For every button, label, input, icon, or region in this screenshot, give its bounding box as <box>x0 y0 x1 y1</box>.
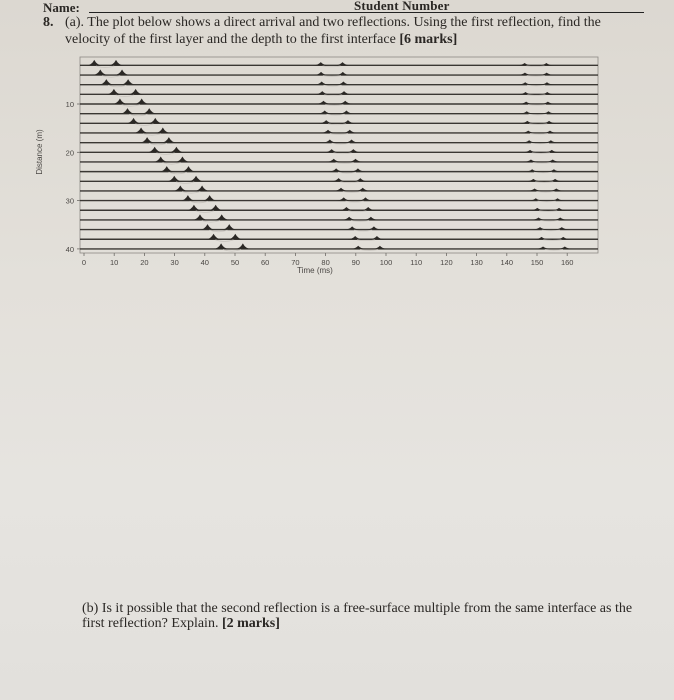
trace <box>80 166 598 174</box>
trace <box>80 205 598 213</box>
question-number: 8. <box>43 15 54 30</box>
wavelet-trough <box>328 124 346 125</box>
x-tick-label: 10 <box>110 258 119 267</box>
x-axis-label: Time (ms) <box>297 266 333 275</box>
trace <box>80 60 598 68</box>
wavelet-trough <box>323 66 341 67</box>
question-8b <box>82 601 642 631</box>
wavelet-peak <box>139 137 155 143</box>
x-tick-label: 20 <box>140 258 149 267</box>
trace <box>80 108 598 116</box>
wavelet-trough <box>182 192 200 194</box>
question-8a-marks: [6 marks] <box>399 32 458 47</box>
wavelet-trough <box>143 134 161 136</box>
wavelet-peak <box>166 176 182 182</box>
wavelet-peak <box>159 166 175 172</box>
trace <box>80 99 598 107</box>
wavelet-trough <box>357 240 375 241</box>
wavelet-trough <box>343 192 361 193</box>
wavelet-peak <box>186 205 202 211</box>
x-tick-label: 80 <box>321 258 330 267</box>
x-tick-label: 160 <box>560 258 574 267</box>
wavelet-peak <box>147 147 163 153</box>
trace <box>80 176 598 184</box>
wavelet-peak <box>86 60 102 66</box>
wavelet-trough <box>129 114 147 116</box>
wavelet-peak <box>168 147 184 153</box>
trace <box>80 195 598 203</box>
wavelet-trough <box>102 76 120 78</box>
wavelet-peak <box>213 243 229 249</box>
name-label: Name: <box>43 0 80 15</box>
x-tick-label: 140 <box>500 258 514 267</box>
trace <box>80 147 598 155</box>
wavelet-peak <box>192 214 208 220</box>
wavelet-peak <box>114 70 130 76</box>
wavelet-peak <box>174 156 190 162</box>
trace <box>80 89 598 97</box>
wavelet-trough <box>336 163 354 164</box>
wavelet-trough <box>122 105 140 107</box>
wavelet-peak <box>208 205 224 211</box>
wavelet-trough <box>324 95 342 96</box>
wavelet-trough <box>190 201 208 203</box>
wavelet-peak <box>202 195 218 201</box>
wavelet-trough <box>96 66 114 68</box>
wavelet-peak <box>98 79 114 85</box>
wavelet-trough <box>176 182 194 184</box>
trace <box>80 214 598 222</box>
wavelet-peak <box>108 60 124 66</box>
wavelet-peak <box>206 234 222 240</box>
x-tick-label: 40 <box>200 258 209 267</box>
wavelet-peak <box>147 118 163 124</box>
student-number-label: Student Number <box>354 0 450 13</box>
wavelet-trough <box>323 85 341 86</box>
trace <box>80 127 598 135</box>
wavelet-trough <box>333 153 351 154</box>
wavelet-trough <box>196 211 214 213</box>
y-axis-label: Distance (m) <box>35 129 44 175</box>
x-tick-label: 50 <box>230 258 240 267</box>
x-tick-label: 30 <box>170 258 179 267</box>
trace <box>80 234 598 242</box>
x-tick-label: 120 <box>440 258 453 267</box>
wavelet-trough <box>169 172 187 174</box>
wavelet-peak <box>133 127 149 132</box>
wavelet-trough <box>202 221 220 223</box>
x-tick-label: 130 <box>470 258 483 267</box>
wavelet-peak <box>155 127 171 132</box>
wavelet-trough <box>348 211 366 212</box>
x-tick-label: 70 <box>291 258 300 267</box>
trace <box>80 118 598 126</box>
wavelet-peak <box>153 156 169 162</box>
trace <box>80 70 598 78</box>
wavelet-trough <box>215 240 233 242</box>
question-8b-marks: [2 marks] <box>221 616 280 631</box>
wavelet-trough <box>351 221 369 222</box>
seismogram-plot <box>0 0 674 290</box>
wavelet-peak <box>180 166 196 172</box>
plot-traces <box>80 60 598 251</box>
wavelet-trough <box>156 153 174 155</box>
wavelet-peak <box>188 176 204 182</box>
plot-border <box>80 57 598 253</box>
x-tick-label: 90 <box>351 258 360 267</box>
question-8b-body: (b) Is it possible that the second reflection is a free-surface multiple from the same interface as the first reflection? Explain. <box>82 601 633 631</box>
wavelet-peak <box>214 214 230 220</box>
trace <box>80 224 598 232</box>
wavelet-peak <box>200 224 216 230</box>
plot-frame <box>80 57 598 253</box>
y-tick-label: 10 <box>65 100 74 109</box>
wavelet-trough <box>135 124 153 126</box>
wavelet-trough <box>223 250 241 252</box>
wavelet-peak <box>180 195 196 201</box>
x-tick-label: 60 <box>261 258 270 267</box>
question-8a-body: (a). The plot below shows a direct arrival and two reflections. Using the first reflection, find the velocity of the first layer and the depth to the first interface <box>65 15 601 47</box>
y-tick-label: 20 <box>65 148 74 158</box>
wavelet-trough <box>354 230 372 231</box>
wavelet-trough <box>323 76 341 77</box>
wavelet-trough <box>338 172 356 173</box>
wavelet-peak <box>120 79 136 85</box>
wavelet-trough <box>330 134 348 135</box>
trace <box>80 156 598 164</box>
x-tick-label: 150 <box>530 258 544 267</box>
wavelet-peak <box>134 99 150 105</box>
wavelet-trough <box>327 114 345 115</box>
wavelet-peak <box>221 224 237 230</box>
wavelet-trough <box>108 85 126 87</box>
wavelet-peak <box>119 108 135 114</box>
wavelet-peak <box>112 99 128 105</box>
wavelet-peak <box>161 137 177 143</box>
wavelet-trough <box>346 201 364 202</box>
x-tick-label: 100 <box>379 258 393 267</box>
wavelet-peak <box>128 89 144 95</box>
wavelet-trough <box>209 230 227 232</box>
wavelet-peak <box>172 185 188 191</box>
wavelet-peak <box>235 243 251 249</box>
wavelet-peak <box>92 70 108 76</box>
wavelet-trough <box>340 182 358 183</box>
trace <box>80 79 598 87</box>
trace <box>80 185 598 193</box>
wavelet-peak <box>194 185 210 191</box>
trace <box>80 243 598 251</box>
x-tick-label: 0 <box>81 258 87 267</box>
wavelet-trough <box>163 163 181 165</box>
wavelet-trough <box>360 250 378 251</box>
wavelet-trough <box>325 105 343 106</box>
x-tick-label: 110 <box>410 258 423 267</box>
trace <box>80 137 598 145</box>
wavelet-trough <box>149 143 167 145</box>
y-tick-label: 40 <box>65 244 74 254</box>
wavelet-trough <box>332 143 350 144</box>
wavelet-peak <box>106 89 122 95</box>
wavelet-trough <box>116 95 134 97</box>
wavelet-peak <box>227 234 243 240</box>
y-tick-label: 30 <box>65 196 74 206</box>
wavelet-peak <box>126 118 142 124</box>
wavelet-peak <box>141 108 157 114</box>
